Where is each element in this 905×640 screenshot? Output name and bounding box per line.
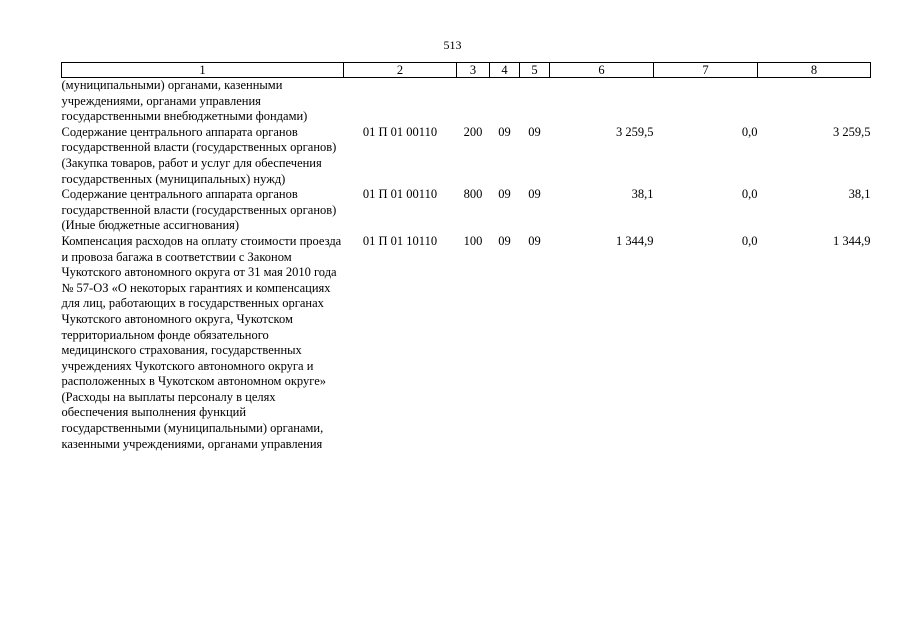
row-c5: 09	[528, 233, 541, 248]
column-header: 7	[654, 63, 758, 78]
row-c3: 800	[463, 187, 483, 202]
table-row	[62, 78, 871, 125]
row-c4: 09	[498, 233, 511, 248]
column-header: 1	[62, 63, 344, 78]
table-header-row	[62, 63, 871, 78]
row-c3: 200	[463, 124, 483, 139]
row-c4	[490, 78, 520, 125]
row-code: 01 П 01 00110	[362, 124, 438, 139]
budget-table	[61, 62, 871, 452]
column-header: 4	[490, 63, 520, 78]
row-c7: 0,0	[741, 233, 758, 248]
row-c7: 0,0	[741, 187, 758, 202]
row-name: Содержание центрального аппарата органов государственной власти (государственных органов) (Иные бюджетные ассигнования)	[61, 187, 337, 233]
row-c5	[520, 78, 550, 125]
row-c8: 38,1	[848, 187, 871, 202]
row-c6	[550, 78, 654, 125]
table-row	[62, 125, 871, 187]
row-name: Содержание центрального аппарата органов государственной власти (государственных органов) (Закупка товаров, работ и услуг для обеспечения государственных (муниципальных) нужд)	[61, 124, 337, 186]
column-header: 6	[550, 63, 654, 78]
row-name: Компенсация расходов на оплату стоимости проезда и провоза багажа в соответствии с Законом Чукотского автономного округа от 31 мая 2010 года № 57-ОЗ «О некоторых гарантиях и компенсациях для лиц, работающих в государственных органах Чукотского автономного округа, Чукотском территориальном фонде обязательного медицинского страхования, государственных учреждениях Чукотского автономного округа и расположенных в Чукотском автономном округе» (Расходы на выплаты персоналу в целях обеспечения выполнения функций государственными (муниципальными) органами, казенными учреждениями, органами управления	[61, 233, 342, 451]
table-row	[62, 187, 871, 234]
row-c5: 09	[528, 124, 541, 139]
column-header: 2	[344, 63, 457, 78]
row-c3	[457, 78, 490, 125]
row-code: 01 П 01 00110	[362, 187, 438, 202]
column-header: 8	[758, 63, 871, 78]
column-header: 5	[520, 63, 550, 78]
row-c7	[654, 78, 758, 125]
row-code: 01 П 01 10110	[362, 233, 438, 248]
row-c6: 3 259,5	[616, 124, 654, 139]
row-c3: 100	[463, 233, 483, 248]
row-c8	[758, 78, 871, 125]
row-c7: 0,0	[741, 124, 758, 139]
row-c8: 1 344,9	[833, 233, 871, 248]
row-c8: 3 259,5	[833, 124, 871, 139]
row-c6: 1 344,9	[616, 233, 654, 248]
table-row	[62, 234, 871, 452]
row-name: (муниципальными) органами, казенными учреждениями, органами управления государственными внебюджетными фондами)	[61, 78, 308, 124]
row-c6: 38,1	[631, 187, 654, 202]
row-c5: 09	[528, 187, 541, 202]
row-c4: 09	[498, 187, 511, 202]
row-c4: 09	[498, 124, 511, 139]
row-code	[344, 78, 457, 125]
column-header: 3	[457, 63, 490, 78]
page-number: 513	[443, 38, 462, 52]
